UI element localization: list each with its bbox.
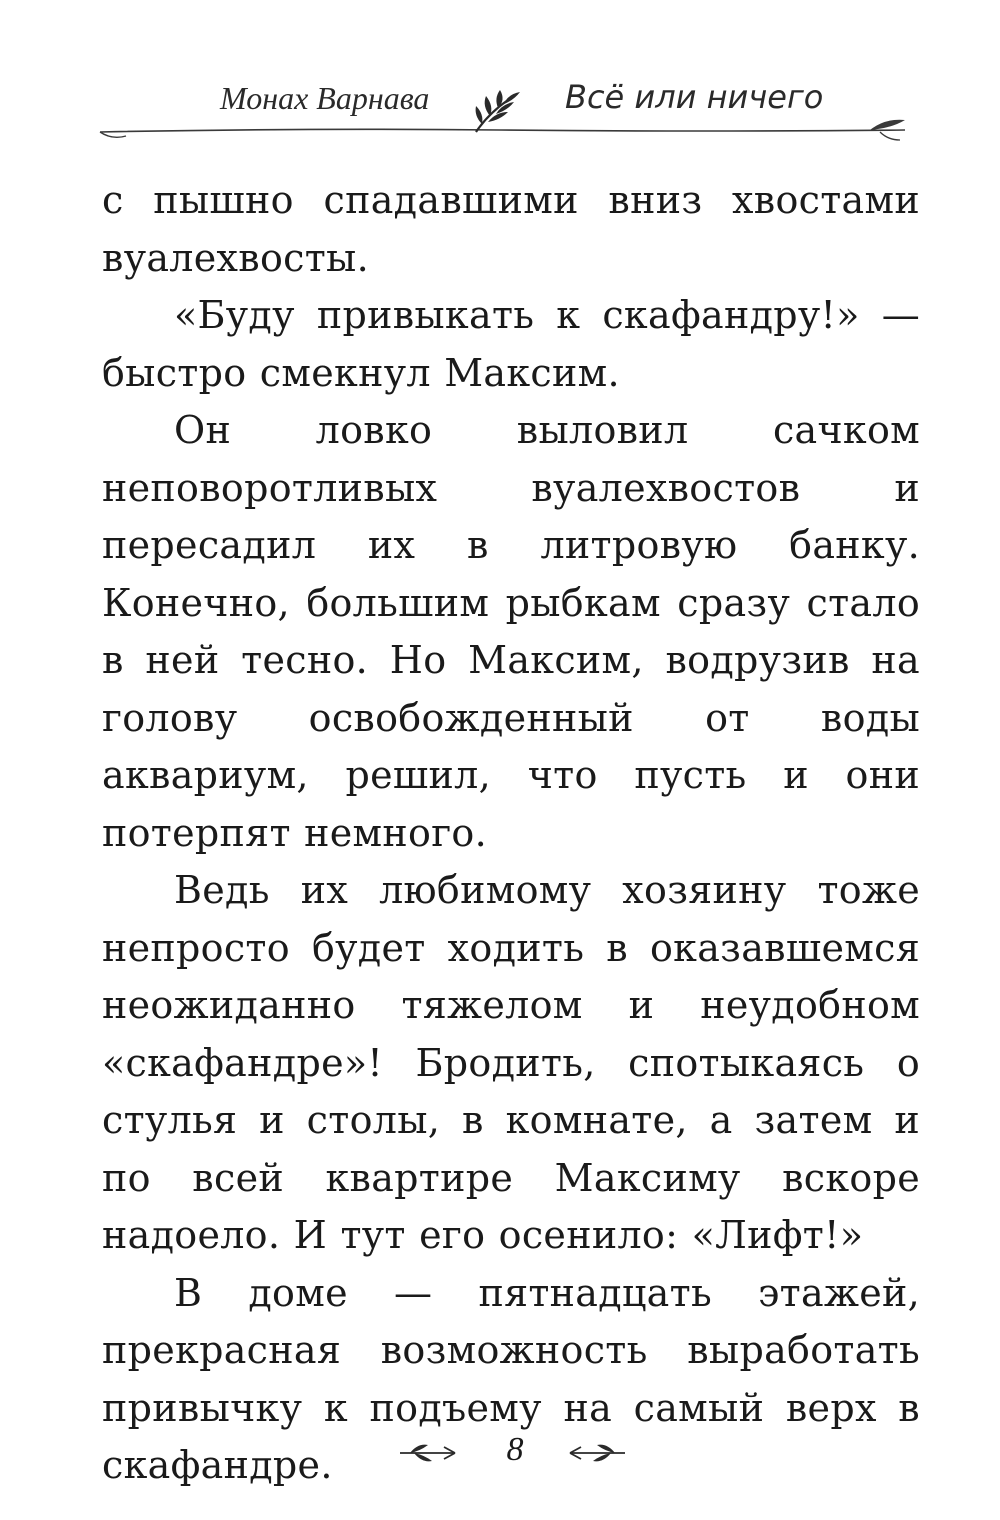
page-body-text: [102, 172, 920, 1495]
book-author: Монах Варнава: [220, 80, 430, 116]
arrow-sprig-icon: [570, 1445, 625, 1462]
paragraph: с пышно спадавшими вниз хвостами вуалехвосты.: [102, 178, 920, 280]
running-header: [0, 70, 1000, 160]
paragraph: Он ловко выловил сачком неповоротливых вуалехвостов и пересадил их в литровую банку. Конечно, большим рыбкам сразу стало в ней тесно. Но Максим, водрузив на голову освобожденный от воды аквариум, решил, что пусть и они потерпят немного.: [102, 408, 920, 855]
book-title: Всё или ничего: [565, 78, 824, 116]
leaf-sprig-icon: [0, 70, 1000, 160]
paragraph: «Буду привыкать к скафандру!» — быстро смекнул Максим.: [102, 293, 920, 395]
arrow-sprig-icon: [400, 1445, 455, 1462]
paragraph: Ведь их любимому хозяину тоже непросто будет ходить в оказавшемся неожиданно тяжелом и неудобном «скафандре»! Бродить, спотыкаясь о стулья и столы, в комнате, а затем и по всей квартире Максиму вскоре надоело. И тут его осенило: «Лифт!»: [102, 868, 920, 1257]
paragraph: В доме — пятнадцать этажей, прекрасная возможность выработать привычку к подъему на самый верх в скафандре.: [102, 1270, 920, 1487]
page-footer: [0, 1425, 1000, 1485]
page-number: 8: [506, 1431, 524, 1468]
